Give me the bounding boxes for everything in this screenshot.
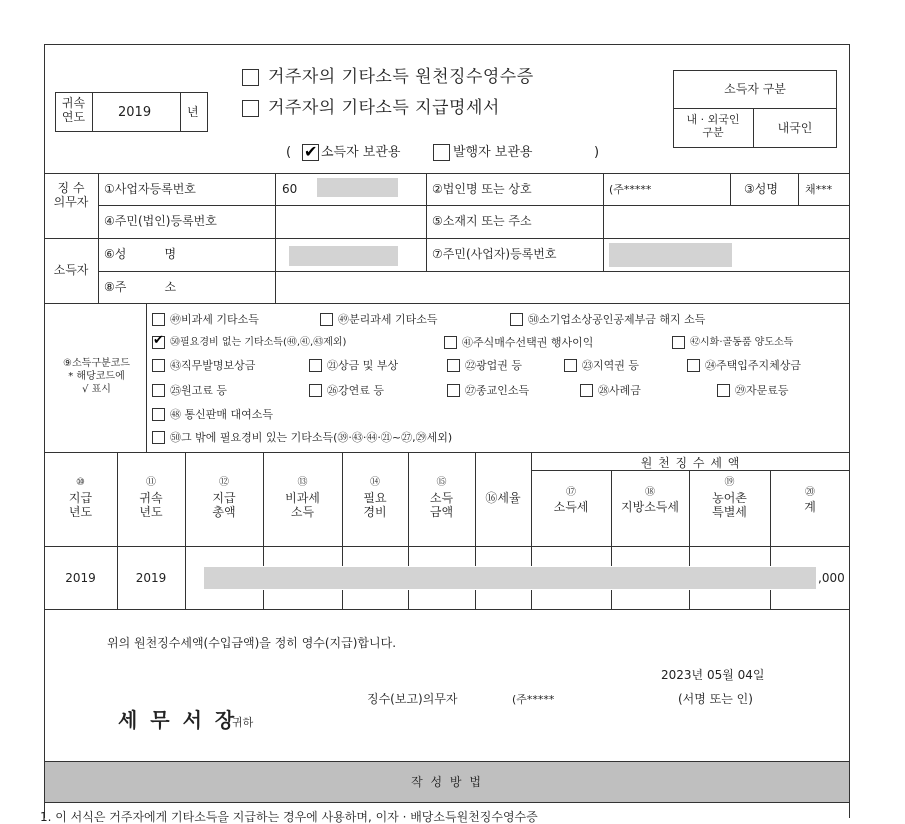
col-label: 지방소득세	[621, 500, 679, 514]
code-checkbox[interactable]	[309, 384, 322, 397]
col-label: 귀속 년도	[139, 491, 163, 519]
col-label: 소득 금액	[429, 491, 454, 519]
col-label: 지급 총액	[212, 491, 236, 519]
year-unit: 년	[187, 105, 199, 119]
withholder-resident-no-label: ④주민(법인)등록번호	[104, 214, 217, 228]
code-checkbox[interactable]	[580, 384, 593, 397]
copy-close-paren: )	[594, 145, 600, 160]
earner-copy-label: 소득자 보관용	[321, 145, 401, 160]
instructions-title: 작 성 방 법	[411, 775, 483, 789]
code-checkbox[interactable]	[320, 313, 333, 326]
code-label: ㉙자문료등	[735, 384, 789, 397]
code-label: ㊽ 통신판매 대여소득	[170, 408, 274, 421]
code-checkbox[interactable]	[152, 336, 165, 349]
code-checkbox[interactable]	[687, 359, 700, 372]
withholder-name-label: ③성명	[744, 182, 778, 196]
code-checkbox[interactable]	[152, 431, 165, 444]
withholder-reg-no-label: ①사업자등록번호	[104, 182, 196, 196]
earner-resident-no-masked	[609, 243, 732, 267]
code-label: ㉑상금 및 부상	[327, 359, 399, 372]
code-label: ㊿소기업소상공인공제부금 해지 소득	[528, 313, 706, 326]
code-checkbox[interactable]	[447, 359, 460, 372]
receipt-date: 2023년 05월 04일	[661, 668, 765, 682]
withholder-reg-no-masked	[317, 178, 398, 197]
col-num: ⑳	[805, 487, 815, 498]
attr-year: 2019	[135, 571, 167, 585]
title-receipt: 거주자의 기타소득 원천징수영수증	[268, 67, 534, 87]
code-label: ㉓지역권 등	[582, 359, 640, 372]
code-checkbox[interactable]	[444, 336, 457, 349]
year-label: 귀속 연도	[61, 96, 86, 124]
withholder-corp-name-label: ②법인명 또는 상호	[432, 182, 532, 196]
col-num: ⑲	[724, 477, 735, 488]
title-statement: 거주자의 기타소득 지급명세서	[268, 98, 500, 118]
domestic-value: 내국인	[777, 121, 813, 135]
col-label: 비과세 소득	[285, 491, 320, 519]
code-label: ㊸직무발명보상금	[170, 359, 256, 372]
col-label: 소득세	[553, 500, 589, 514]
withholder-section-label: 징 수 의무자	[53, 181, 89, 209]
code-checkbox[interactable]	[152, 313, 165, 326]
code-checkbox[interactable]	[152, 384, 165, 397]
honorific: 귀하	[232, 716, 254, 729]
code-checkbox[interactable]	[564, 359, 577, 372]
total-suffix: ,000	[818, 571, 845, 585]
code-label: ㊷시화·골동품 양도소득	[690, 337, 794, 348]
withholding-title: 원 천 징 수 세 액	[640, 456, 741, 470]
code-checkbox[interactable]	[510, 313, 523, 326]
col-label: 지급 년도	[68, 491, 93, 519]
code-checkbox[interactable]	[672, 336, 685, 349]
code-label: ㉔주택입주지체상금	[705, 359, 802, 372]
col-num: ⑬	[297, 477, 308, 488]
withholder-name-value: 채***	[805, 183, 833, 196]
obligor-label: 징수(보고)의무자	[367, 692, 458, 706]
col-num: ⑩	[76, 477, 85, 488]
earner-name-label: ⑥성 명	[104, 247, 177, 261]
pay-year: 2019	[65, 571, 96, 585]
code-label: ㉕원고료 등	[170, 384, 228, 397]
code-label: ㉒광업권 등	[465, 359, 523, 372]
receipt-statement: 위의 원천징수세액(수입금액)을 정히 영수(지급)합니다.	[107, 636, 397, 650]
code-label: ㊾비과세 기타소득	[170, 313, 259, 326]
sign-label: (서명 또는 인)	[678, 692, 753, 706]
code-label: ㊶주식매수선택권 행사이익	[462, 336, 594, 349]
col-num: ⑭	[370, 477, 380, 488]
code-label: ㊿필요경비 없는 기타소득(㊵,㊶,㊸제외)	[170, 337, 347, 348]
year-value: 2019	[118, 105, 152, 120]
code-checkbox[interactable]	[152, 359, 165, 372]
withholder-address-label: ⑤소재지 또는 주소	[432, 214, 532, 228]
earner-class-title: 소득자 구분	[724, 82, 786, 96]
title-1-checkbox[interactable]	[242, 69, 259, 86]
title-2-checkbox[interactable]	[242, 100, 259, 117]
earner-copy-checkbox[interactable]	[302, 144, 319, 161]
obligor-value: (주*****	[512, 693, 555, 706]
col-label: 농어촌 특별세	[712, 491, 747, 519]
code-label: ㊿그 밖에 필요경비 있는 기타소득(㊴·㊸·㊹·㉑~㉗,㉙세외)	[170, 431, 453, 444]
withholder-corp-name-value: (주*****	[609, 183, 652, 196]
domestic-label: 내 · 외국인 구분	[686, 113, 740, 139]
instructions-line-1: 1. 이 서식은 거주자에게 기타소득을 지급하는 경우에 사용하며, 이자 · 배당소득원천징수영수증	[40, 810, 538, 824]
col-label: ⑯세율	[485, 491, 521, 505]
col-num: ⑱	[645, 487, 655, 498]
col-num: ⑮	[436, 477, 447, 488]
code-checkbox[interactable]	[447, 384, 460, 397]
code-label: ㉖강연료 등	[327, 384, 385, 397]
code-label: ㉘사례금	[598, 384, 641, 397]
code-checkbox[interactable]	[717, 384, 730, 397]
earner-name-masked	[289, 246, 398, 266]
col-label: 필요 경비	[363, 491, 387, 519]
earner-address-label: ⑧주 소	[104, 280, 177, 294]
code-label: ㉗종교인소득	[465, 384, 530, 397]
col-num: ⑰	[566, 487, 576, 498]
code-checkbox[interactable]	[152, 408, 165, 421]
copy-open-paren: (	[286, 145, 292, 160]
tax-office: 세 무 서 장	[118, 708, 238, 732]
issuer-copy-label: 발행자 보관용	[453, 145, 533, 160]
earner-resident-no-label: ⑦주민(사업자)등록번호	[432, 247, 557, 261]
col-num: ⑪	[146, 477, 156, 488]
issuer-copy-checkbox[interactable]	[433, 144, 450, 161]
code-label: ㊾분리과세 기타소득	[338, 313, 438, 326]
col-label: 계	[804, 500, 816, 514]
code-checkbox[interactable]	[309, 359, 322, 372]
amounts-masked	[204, 567, 816, 589]
withholder-reg-no-value: 60	[282, 182, 298, 196]
income-code-section-label: ⑨소득구분코드 * 해당코드에 √ 표시	[63, 358, 130, 395]
col-num: ⑫	[219, 477, 229, 488]
earner-section-label: 소득자	[53, 263, 89, 277]
